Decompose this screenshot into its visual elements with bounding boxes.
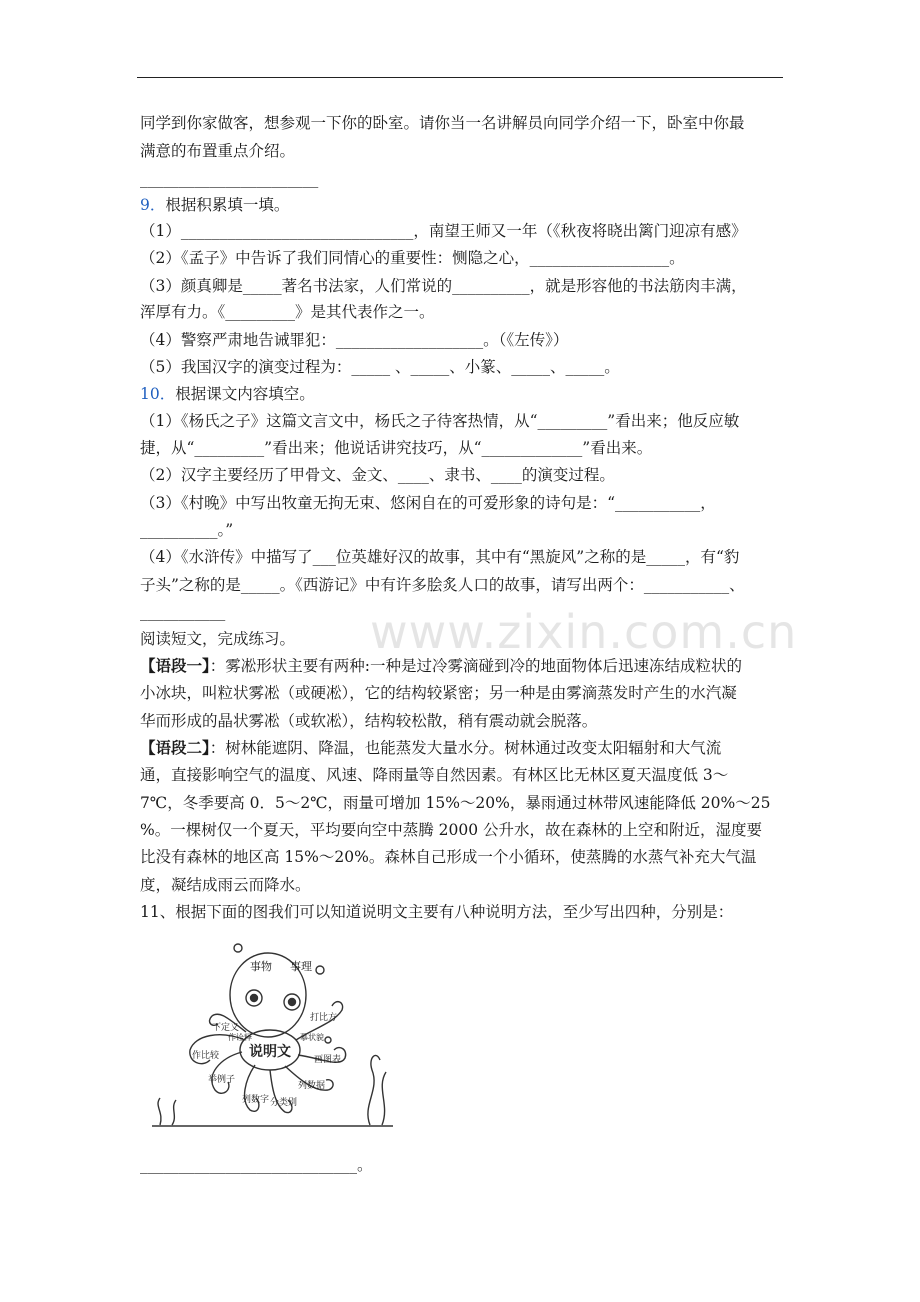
reading-p2-line-1: 【语段二】：树林能遮阴、降温，也能蒸发大量水分。树林通过改变太阳辐射和大气流 — [140, 738, 722, 757]
reading-p2-label: 【语段二】 — [140, 738, 210, 757]
header-rule — [137, 77, 783, 78]
octopus-center-label: 说明文 — [249, 1044, 291, 1060]
q9-heading — [140, 195, 289, 215]
tentacle-label-lieshuju: 列数据 — [298, 1081, 326, 1091]
q9-line-3: （3）颜真卿是_____著名书法家，人们常说的__________，就是形容他的书法筋肉丰满， — [140, 277, 747, 295]
q10-title: 根据课文内容填空。 — [175, 385, 315, 403]
intro-answer-blank: _______________________ — [140, 170, 319, 188]
reading-p2-line-2: 通，直接影响空气的温度、风速、降雨量等自然因素。有林区比无林区夏天温度低 3～ — [140, 766, 729, 784]
q10-line-5: __________。” — [140, 521, 234, 539]
q9-line-5: （4）警察严肃地告诫罪犯：___________________。（《左传》） — [140, 331, 569, 349]
reading-p1-line-2: 小冰块，叫粒状雾凇（或硬凇），它的结构较紧密；另一种是由雾滴蒸发时产生的水汽凝 — [140, 684, 737, 702]
tentacle-label-lieshuzi: 列数字 — [242, 1095, 270, 1105]
bubble — [234, 944, 242, 952]
watermark: www.zixin.com.cn — [370, 605, 798, 659]
tentacle-label-dabifang: 打比方 — [310, 1013, 338, 1023]
q10-line-4: （3）《村晚》中写出牧童无拘无束、悠闲自在的可爱形象的诗句是：“___________， — [140, 494, 716, 512]
tentacle-label-mozhuangmao: 摹状貌 — [300, 1033, 324, 1042]
tentacle-label-huatubiao: 画图表 — [314, 1055, 342, 1065]
q9-line-6: （5）我国汉字的演变过程为：_____ 、_____、小篆、_____、_____。 — [140, 358, 620, 376]
octopus-diagram — [150, 940, 395, 1132]
q10-line-6: （4）《水浒传》中描写了___位英雄好汉的故事，其中有“黑旋风”之称的是_____，有“豹 — [140, 548, 740, 566]
reading-p2-line-5: 比没有森林的地区高 15%～20%。森林自己形成一个小循环，使蒸腾的水蒸气补充大气温 — [140, 848, 757, 866]
q10-line-7: 子头”之称的是_____。《西游记》中有许多脍炙人口的故事，请写出两个：___________、 — [140, 576, 745, 594]
intro-line-1: 同学到你家做客，想参观一下你的卧室。请你当一名讲解员向同学介绍一下，卧室中你最 — [140, 114, 745, 132]
q10-heading — [140, 384, 315, 404]
reading-intro: 阅读短文，完成练习。 — [140, 630, 296, 648]
q9-title: 根据积累填一填。 — [165, 196, 290, 214]
reading-p1-line-3: 华而形成的晶状雾凇（或软凇），结构较松散，稍有震动就会脱落。 — [140, 712, 598, 730]
tentacle-label-shili: 事理 — [290, 960, 312, 973]
reading-p2-line-6: 度，凝结成雨云而降水。 — [140, 876, 311, 894]
tentacle-label-xiadingyi: 下定义 — [212, 1023, 240, 1033]
q10-line-1: （1）《杨氏之子》这篇文言文中，杨氏之子待客热情，从“_________”看出来；他反应敏 — [140, 412, 740, 430]
tentacle-label-shiwu: 事物 — [250, 960, 272, 973]
tentacle-label-zuoquanshi: 作诠释 — [228, 1033, 252, 1042]
q9-number: 9． — [140, 196, 166, 214]
q11-answer-blank: ____________________________。 — [140, 1156, 373, 1174]
reading-p2-line-4: %。一棵树仅一个夏天，平均要向空中蒸腾 2000 公升水，故在森林的上空和附近，湿度要 — [140, 821, 763, 839]
q10-number: 10． — [140, 385, 176, 403]
reading-p1-label: 【语段一】 — [140, 656, 210, 675]
q9-line-1: （1）______________________________，南望王师又一年（《秋夜将晓出篱门迎凉有感》 — [140, 222, 747, 240]
q10-line-2: 捷，从“_________”看出来；他说话讲究技巧，从“_____________”看出来。 — [140, 439, 653, 457]
q9-line-2: （2）《孟子》中告诉了我们同情心的重要性：恻隐之心，__________________。 — [140, 249, 685, 267]
q10-line-3: （2）汉字主要经历了甲骨文、金文、____、隶书、____的演变过程。 — [140, 466, 615, 484]
tentacle-label-fenleibie: 分类别 — [270, 1098, 298, 1108]
q9-line-4: 浑厚有力。《_________》是其代表作之一。 — [140, 303, 435, 321]
q11-question: 11、根据下面的图我们可以知道说明文主要有八种说明方法，至少写出四种，分别是： — [140, 903, 734, 921]
intro-line-2: 满意的布置重点介绍。 — [140, 142, 296, 160]
tentacle-label-julizi: 举例子 — [208, 1075, 236, 1085]
q10-line-8: ___________ — [140, 603, 226, 621]
tentacle-label-zuobijiao: 作比较 — [192, 1051, 220, 1061]
reading-p1-line-1: 【语段一】：雾凇形状主要有两种:一种是过冷雾滴碰到冷的地面物体后迅速冻结成粒状的 — [140, 656, 742, 675]
reading-p2-line-3: 7℃，冬季要高 0．5～2℃，雨量可增加 15%～20%，暴雨通过林带风速能降低 20%～25 — [140, 794, 771, 812]
